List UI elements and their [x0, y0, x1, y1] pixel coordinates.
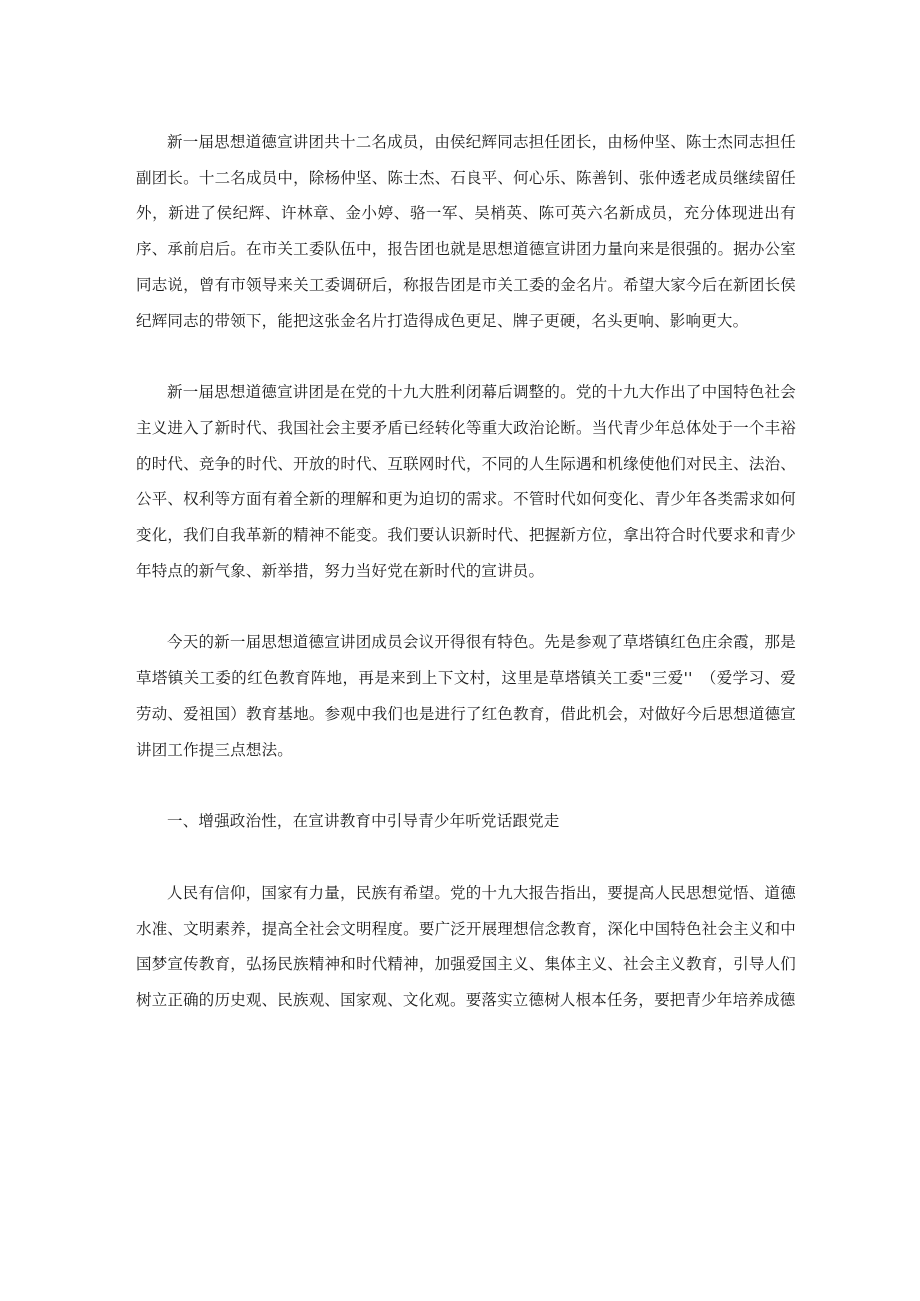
paragraph-team-members: 新一届思想道德宣讲团共十二名成员，由侯纪辉同志担任团长，由杨仲坚、陈士杰同志担任副团长。十二名成员中，除杨仲坚、陈士杰、石良平、何心乐、陈善钊、张仲透老成员继续留任外，新进了侯纪辉、许林章、金小婷、骆一军、吴梢英、陈可英六名新成员，充分体现进出有序、承前启后。在市关工委队伍中，报告团也就是思想道德宣讲团力量向来是很强的。据办公室同志说，曾有市领导来关工委调研后，称报告团是市关工委的金名片。希望大家今后在新团长侯纪辉同志的带领下，能把这张金名片打造得成色更足、牌子更硬，名头更响、影响更大。	[136, 133, 796, 330]
paragraph-meeting: 今天的新一届思想道德宣讲团成员会议开得很有特色。先是参观了草塔镇红色庄余霞，那是草塔镇关工委的红色教育阵地，再是来到上下文村，这里是草塔镇关工委"三爱'' （爱学习、爱劳动、爱祖国）教育基地。参观中我们也是进行了红色教育，借此机会，对做好今后思想道德宣讲团工作提三点想法。	[136, 633, 796, 759]
document-body	[136, 125, 796, 1055]
paragraph-beliefs: 人民有信仰，国家有力量，民族有希望。党的十九大报告指出，要提高人民思想觉悟、道德水准、文明素养，提高全社会文明程度。要广泛开展理想信念教育，深化中国特色社会主义和中国梦宣传教育，弘扬民族精神和时代精神，加强爱国主义、集体主义、社会主义教育，引导人们树立正确的历史观、民族观、国家观、文化观。要落实立德树人根本任务，要把青少年培养成德	[136, 883, 796, 1010]
section-heading-one: 一、增强政治性，在宣讲教育中引导青少年听党话跟党走	[167, 812, 560, 831]
paragraph-new-era: 新一届思想道德宣讲团是在党的十九大胜利闭幕后调整的。党的十九大作出了中国特色社会主义进入了新时代、我国社会主要矛盾已经转化等重大政治论断。当代青少年总体处于一个丰裕的时代、竞争的时代、开放的时代、互联网时代，不同的人生际遇和机缘使他们对民主、法治、公平、权利等方面有着全新的理解和更为迫切的需求。不管时代如何变化、青少年各类需求如何变化，我们自我革新的精神不能变。我们要认识新时代、把握新方位，拿出符合时代要求和青少年特点的新气象、新举措，努力当好党在新时代的宣讲员。	[136, 383, 796, 580]
